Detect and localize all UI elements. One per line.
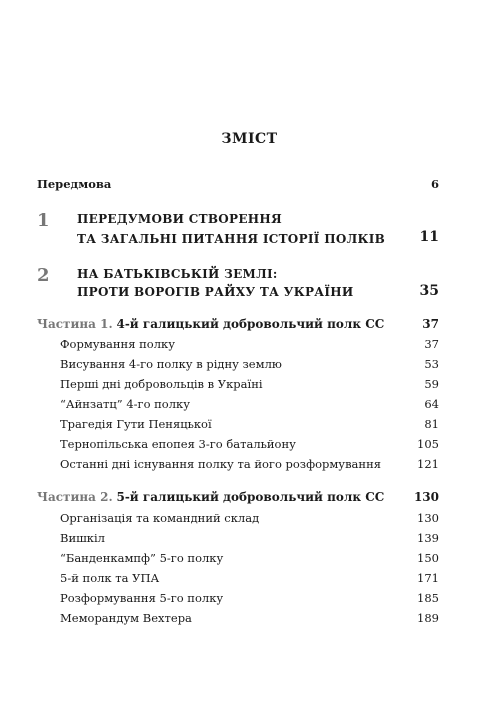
item-label: Тернопільська епопея 3-го батальйону [60, 437, 296, 451]
item-page: 130 [417, 511, 439, 525]
item-label: Меморандум Вехтера [60, 611, 192, 625]
part-label: Частина 1. [37, 317, 113, 331]
section-title-line1: НА БАТЬКІВСЬКІЙ ЗЕМЛІ: [77, 267, 278, 281]
section-title-line1: ПЕРЕДУМОВИ СТВОРЕННЯ [77, 212, 282, 226]
item-page: 64 [424, 397, 439, 411]
section-number: 1 [37, 210, 50, 231]
item-page: 105 [417, 437, 439, 451]
item-label: Перші дні добровольців в Україні [60, 377, 263, 391]
item-label: Трагедія Гути Пеняцької [60, 417, 212, 431]
section-page: 11 [419, 229, 439, 245]
part-page: 130 [413, 490, 439, 504]
item-page: 53 [424, 357, 439, 371]
part-page: 37 [422, 317, 439, 331]
item-label: Останні дні існування полку та його розформування [60, 457, 381, 471]
item-page: 81 [424, 417, 439, 431]
item-page: 185 [417, 591, 439, 605]
item-label: Висування 4-го полку в рідну землю [60, 357, 282, 371]
section-number: 2 [37, 265, 50, 286]
item-label: Організація та командний склад [60, 511, 260, 525]
item-page: 150 [417, 551, 439, 565]
part-title: 4-й галицький добровольчий полк СС [116, 317, 385, 331]
item-label: “Банденкампф” 5-го полку [60, 551, 224, 565]
item-label: “Айнзатц” 4-го полку [60, 397, 190, 411]
item-page: 121 [417, 457, 439, 471]
toc-heading: ЗМІСТ [221, 131, 278, 147]
entry-page: 6 [430, 177, 439, 191]
item-page: 139 [417, 531, 439, 545]
item-label: Розформування 5-го полку [60, 591, 224, 605]
item-page: 59 [424, 377, 439, 391]
entry-label: Передмова [37, 177, 112, 191]
item-label: Формування полку [60, 337, 175, 351]
section-page: 35 [419, 283, 439, 299]
item-page: 37 [424, 337, 439, 351]
item-label: 5-й полк та УПА [60, 571, 160, 585]
section-title-line2: ТА ЗАГАЛЬНІ ПИТАННЯ ІСТОРІЇ ПОЛКІВ [77, 232, 386, 246]
item-label: Вишкіл [60, 531, 105, 545]
part-label: Частина 2. [37, 490, 113, 504]
part-title: 5-й галицький добровольчий полк СС [116, 490, 385, 504]
item-page: 171 [417, 571, 439, 585]
section-title-line2: ПРОТИ ВОРОГІВ РАЙХУ ТА УКРАЇНИ [77, 285, 354, 299]
item-page: 189 [417, 611, 439, 625]
